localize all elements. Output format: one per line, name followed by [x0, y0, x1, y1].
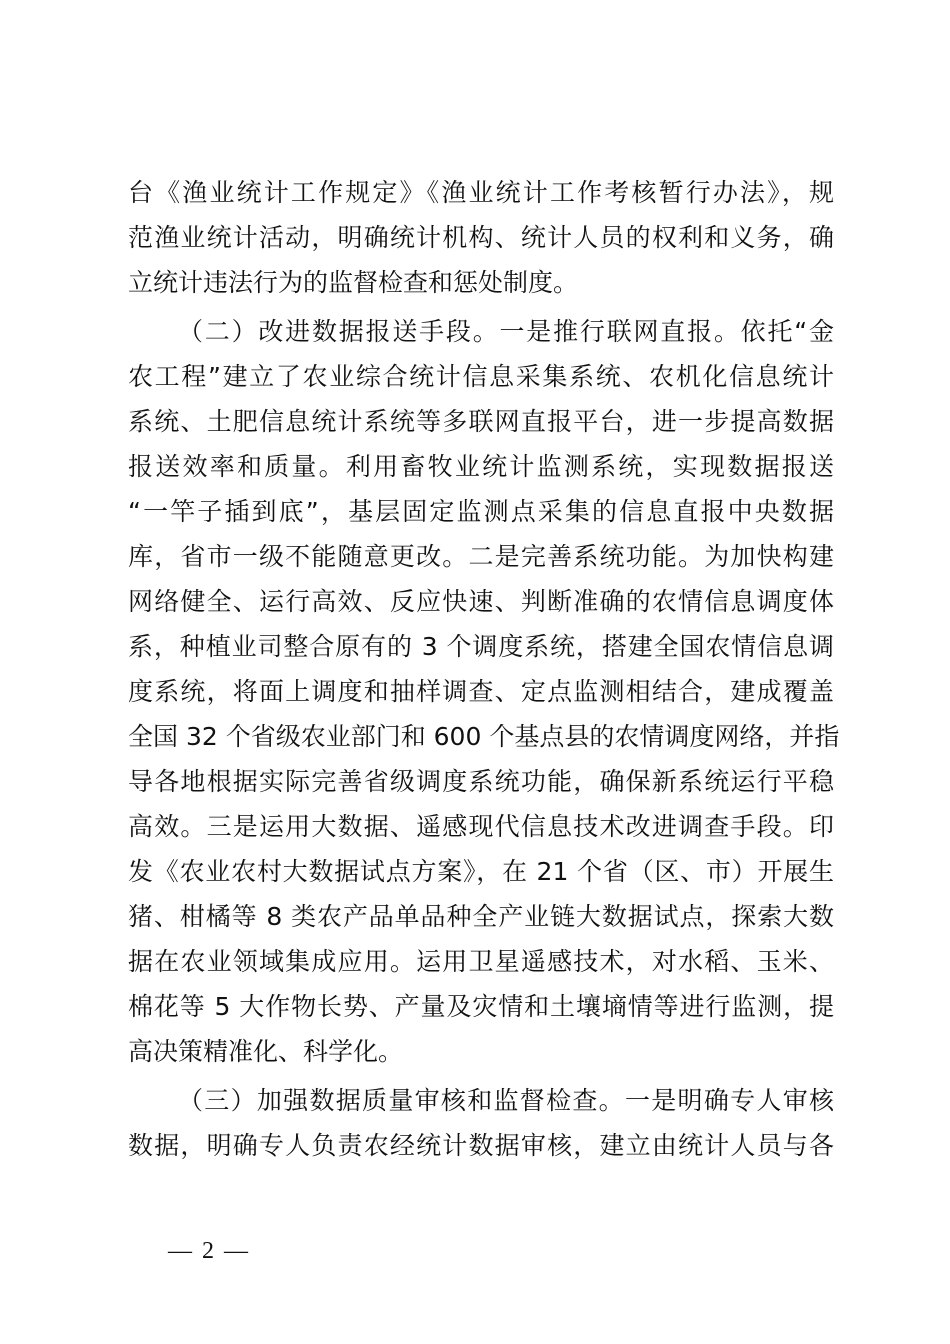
- text-line: 全国 32 个省级农业部门和 600 个基点县的农情调度网络，并指: [128, 722, 840, 751]
- text-line: 库，省市一级不能随意更改。二是完善系统功能。为加快构建: [128, 542, 834, 571]
- text-line: 网络健全、运行高效、反应快速、判断准确的农情信息调度体: [128, 587, 834, 616]
- text-line: 发《农业农村大数据试点方案》，在 21 个省（区、市）开展生: [128, 857, 834, 886]
- text-line: 系，种植业司整合原有的 3 个调度系统，搭建全国农情信息调: [128, 632, 834, 661]
- text-line: 农工程”建立了农业综合统计信息采集系统、农机化信息统计: [128, 362, 834, 391]
- text-line: 高决策精准化、科学化。: [128, 1037, 404, 1066]
- text-line: 系统、土肥信息统计系统等多联网直报平台，进一步提高数据: [128, 407, 834, 436]
- text-line: （二）改进数据报送手段。一是推行联网直报。依托“金: [178, 317, 834, 346]
- text-line: 范渔业统计活动，明确统计机构、统计人员的权利和义务，确: [128, 223, 834, 252]
- text-line: 度系统，将面上调度和抽样调查、定点监测相结合，建成覆盖: [128, 677, 834, 706]
- text-line: 立统计违法行为的监督检查和惩处制度。: [128, 268, 579, 297]
- text-line: 导各地根据实际完善省级调度系统功能，确保新系统运行平稳: [128, 767, 834, 796]
- text-line: 猪、柑橘等 8 类农产品单品种全产业链大数据试点，探索大数: [128, 902, 834, 931]
- body-text: [128, 170, 840, 1168]
- text-line: 高效。三是运用大数据、遥感现代信息技术改进调查手段。印: [128, 812, 834, 841]
- paragraph-1: [128, 170, 834, 305]
- paragraph-2: [128, 309, 840, 1074]
- paragraph-3: [128, 1078, 834, 1168]
- text-line: “一竿子插到底”，基层固定监测点采集的信息直报中央数据: [128, 497, 834, 526]
- text-line: 据在农业领域集成应用。运用卫星遥感技术，对水稻、玉米、: [128, 947, 834, 976]
- page-number: — 2 —: [168, 1238, 250, 1264]
- text-line: 棉花等 5 大作物长势、产量及灾情和土壤墒情等进行监测，提: [128, 992, 834, 1021]
- text-line: 报送效率和质量。利用畜牧业统计监测系统，实现数据报送: [128, 452, 834, 481]
- text-line: 台《渔业统计工作规定》《渔业统计工作考核暂行办法》，规: [128, 178, 834, 207]
- text-line: 数据，明确专人负责农经统计数据审核，建立由统计人员与各: [128, 1131, 834, 1160]
- text-line: （三）加强数据质量审核和监督检查。一是明确专人审核: [178, 1086, 834, 1115]
